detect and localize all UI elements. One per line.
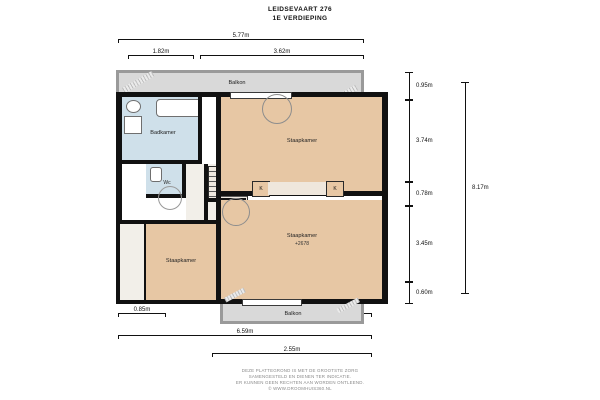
dimension-right-1 [404, 72, 433, 100]
dimension-right-4 [404, 206, 433, 282]
bedroom-main-door-swing [262, 94, 292, 124]
dim-bar [409, 206, 410, 282]
balcony-bottom-door [242, 299, 302, 306]
dimension-right-5 [404, 282, 433, 304]
dimension-right-3 [404, 182, 433, 206]
bedroom-main-floor [220, 97, 382, 195]
dim-bar [409, 182, 410, 206]
closet-k2: K [326, 181, 344, 197]
balcony-top-rail [116, 70, 364, 73]
bedroom-lower-label: Staapkamer [286, 233, 318, 239]
wall-right [382, 92, 388, 304]
wall-bedroom-lower-left [216, 196, 221, 304]
balcony-bottom-rail [220, 321, 364, 324]
dim-bottom-total-label: 6.59m [236, 329, 254, 335]
dim-label-wrap [118, 329, 372, 335]
balcony-top-right-rail [361, 70, 364, 92]
sink-fixture [126, 100, 141, 113]
page-title [0, 6, 600, 22]
footer-line-2: SAMENGESTELD EN DIENEN TER INDICATIE. [248, 374, 352, 379]
dim-right-1-label: 0.95m [416, 83, 433, 89]
dim-right-3-label: 0.78m [416, 191, 433, 197]
toilet-label: Wc [163, 180, 171, 186]
dim-top-right-label: 3.62m [273, 49, 291, 55]
dimension-bottom-total [118, 330, 372, 340]
footer-line-1: DEZE PLATTEGROND IS MET DE GROOTSTE ZORG [241, 368, 359, 373]
footer-line-4: © WWW.DROOMHUIS360.NL [268, 386, 332, 391]
bathroom-label: Badkamer [150, 130, 176, 136]
toilet-fixture [150, 167, 162, 182]
bedroom-lower-sublabel: +2678 [294, 241, 310, 247]
dim-bar [118, 39, 364, 40]
dim-bar [465, 82, 466, 294]
dim-bar [118, 335, 372, 336]
balcony-top-label: Balkon [228, 80, 246, 86]
wall-bedroom-small-top [146, 220, 216, 224]
dim-right-total-label: 8.17m [472, 185, 489, 191]
dim-bar [409, 72, 410, 100]
floor-line: 1E VERDIEPING [272, 15, 328, 22]
dimension-top-right [200, 50, 364, 60]
address-line: LEIDSEVAART 276 [267, 6, 333, 13]
balcony-bottom-label: Balkon [284, 311, 302, 317]
balcony-bottom-right-rail [361, 304, 364, 324]
dim-bar [200, 55, 364, 56]
dim-label-wrap [212, 347, 372, 353]
closet-k1: K [252, 181, 270, 197]
dim-right-2-label: 3.74m [416, 138, 433, 144]
footer-disclaimer [0, 368, 600, 392]
bedroom-main-label: Staapkamer [286, 138, 318, 144]
dimension-top-left [128, 50, 194, 60]
balcony-bottom-left-rail [220, 304, 223, 324]
wall-bedroom-main-left [216, 97, 221, 195]
bedroom-lower-door-swing [222, 198, 250, 226]
dimension-right-total [460, 82, 489, 294]
bathtub-fixture [156, 99, 202, 117]
closet-run [268, 182, 326, 195]
dim-bar [118, 313, 166, 314]
dim-bottom-sub-label: 2.55m [283, 347, 301, 353]
dim-bar [128, 55, 194, 56]
dimension-right-2 [404, 100, 433, 182]
stair-step [209, 196, 247, 197]
dimension-bottom-sub [212, 348, 372, 358]
wc-door-swing [158, 186, 182, 210]
dim-bar [409, 100, 410, 182]
dim-right-5-label: 0.60m [416, 290, 433, 296]
balcony-top-left-rail [116, 70, 119, 92]
dim-label-wrap [128, 49, 194, 55]
dim-bottom-left-label: 0.85m [133, 307, 151, 313]
wall-bathroom-right [198, 97, 202, 163]
dim-bar [212, 353, 372, 354]
bedroom-small-label: Staapkamer [165, 258, 197, 264]
footer-line-3: ER KUNNEN GEEN RECHTEN AAN WORDEN ONTLEEND. [235, 380, 365, 385]
shower-fixture [124, 116, 142, 134]
dimension-top-total [118, 34, 364, 44]
dim-label-wrap [200, 49, 364, 55]
dim-bar [409, 282, 410, 304]
dim-label-wrap [118, 33, 364, 39]
dim-top-total-label: 5.77m [232, 33, 250, 39]
floorplan-drawing [112, 70, 388, 317]
dim-right-4-label: 3.45m [416, 241, 433, 247]
dim-top-left-label: 1.82m [152, 49, 170, 55]
left-recess-void [120, 224, 144, 300]
